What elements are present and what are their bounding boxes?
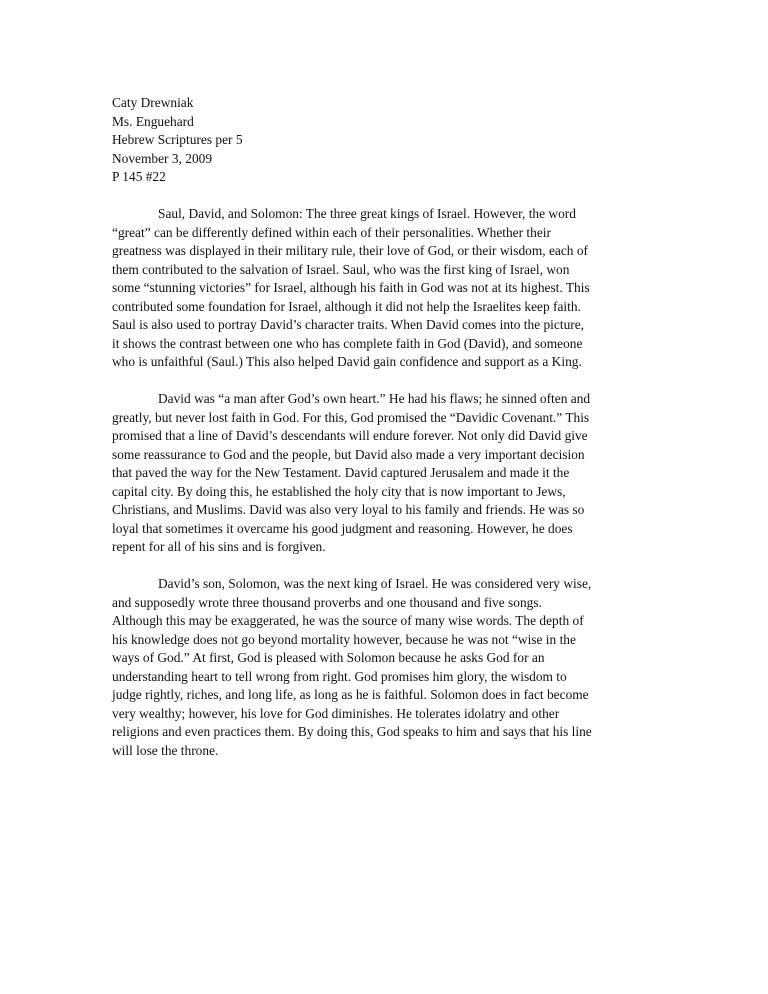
spacer [112, 187, 660, 206]
paragraph-line: it shows the contrast between one who has complete faith in God (David), and someone [112, 335, 583, 351]
paragraph-line: who is unfaithful (Saul.) This also helped David gain confidence and support as a King. [112, 354, 582, 369]
spacer [112, 557, 660, 576]
paragraph-line: judge rightly, riches, and long life, as long as he is faithful. Solomon does in fact become [112, 687, 589, 702]
paragraph-line: loyal that sometimes it overcame his good judgment and reasoning. However, he does [112, 520, 573, 536]
paragraph-line: some “stunning victories” for Israel, although his faith in God was not at its highest. This [112, 280, 590, 295]
assignment: P 145 #22 [112, 169, 166, 184]
paragraph-line: will lose the throne. [112, 742, 219, 758]
paragraph-1 [112, 205, 660, 372]
paragraph-line: greatly, but never lost faith in God. For this, God promised the “Davidic Covenant.” This [112, 409, 590, 425]
paragraph-line: very wealthy; however, his love for God diminishes. He tolerates idolatry and other [112, 705, 560, 721]
paragraph-line: and supposedly wrote three thousand proverbs and one thousand and five songs. [112, 594, 542, 610]
paragraph-line: David’s son, Solomon, was the next king of Israel. He was considered very wise, [158, 576, 592, 591]
student-name: Caty Drewniak [112, 95, 194, 110]
date: November 3, 2009 [112, 150, 213, 166]
paragraph-line: Although this may be exaggerated, he was the source of many wise words. The depth of [112, 613, 584, 628]
paragraph-line: David was “a man after God’s own heart.” He had his flaws; he sinned often and [158, 391, 591, 406]
paragraph-line: understanding heart to tell wrong from right. God promises him glory, the wisdom to [112, 668, 567, 684]
paragraph-line: them contributed to the salvation of Israel. Saul, who was the first king of Israel, won [112, 261, 570, 277]
paragraph-line: contributed some foundation for Israel, although it did not help the Israelites keep faith. [112, 298, 581, 314]
teacher-name: Ms. Enguehard [112, 113, 194, 129]
paragraph-line: greatness was displayed in their military rule, their love of God, or their wisdom, each of [112, 243, 588, 258]
paragraph-3 [112, 575, 660, 760]
paragraph-line: repent for all of his sins and is forgiven. [112, 539, 326, 554]
paragraph-line: Saul, David, and Solomon: The three great kings of Israel. However, the word [158, 206, 576, 221]
document-body [112, 94, 660, 760]
paragraph-line: capital city. By doing this, he established the holy city that is now important to Jews, [112, 483, 566, 499]
paragraph-line: promised that a line of David’s descendants will endure forever. Not only did David give [112, 428, 588, 443]
paragraph-line: religions and even practices them. By doing this, God speaks to him and says that his line [112, 724, 592, 739]
paragraph-line: that paved the way for the New Testament. David captured Jerusalem and made it the [112, 465, 570, 480]
paragraph-line: some reassurance to God and the people, but David also made a very important decision [112, 446, 585, 462]
course-name: Hebrew Scriptures per 5 [112, 132, 243, 147]
paragraph-line: Saul is also used to portray David’s character traits. When David comes into the picture, [112, 317, 585, 332]
paragraph-line: his knowledge does not go beyond mortality however, because he was not “wise in the [112, 631, 576, 647]
paragraph-line: ways of God.” At first, God is pleased with Solomon because he asks God for an [112, 650, 545, 665]
header-block [112, 94, 660, 187]
paragraph-2 [112, 390, 660, 557]
paragraph-line: “great” can be differently defined within each of their personalities. Whether their [112, 224, 551, 240]
paragraph-line: Christians, and Muslims. David was also very loyal to his family and friends. He was so [112, 502, 585, 517]
spacer [112, 372, 660, 391]
